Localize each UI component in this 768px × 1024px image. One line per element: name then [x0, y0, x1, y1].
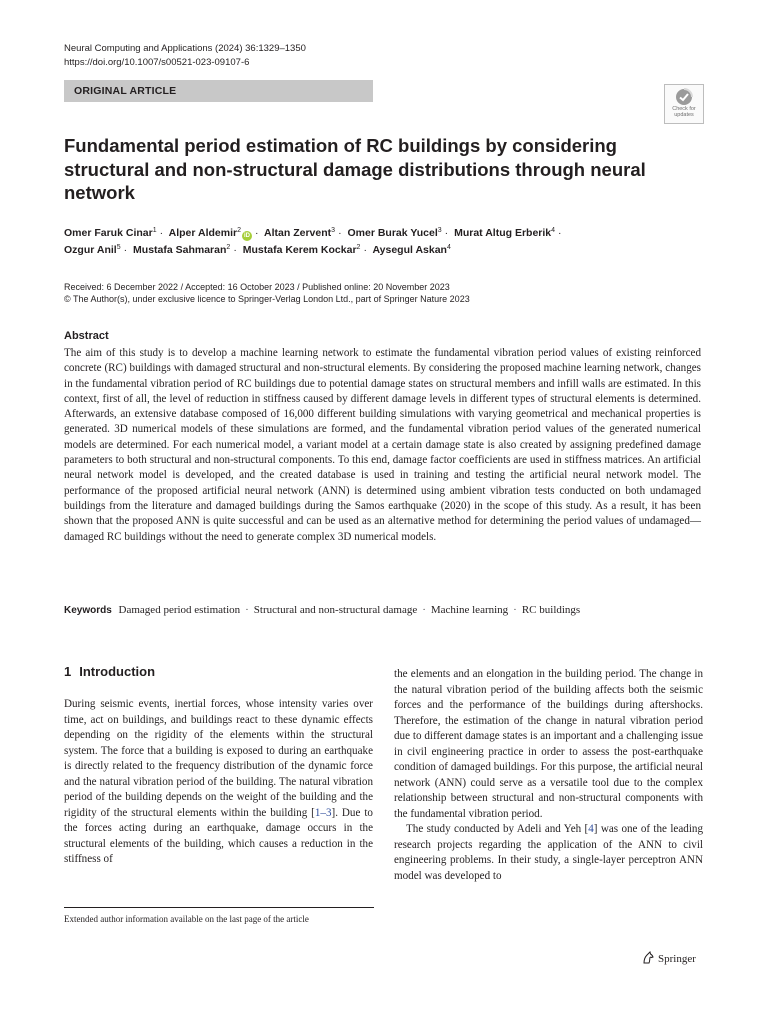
keyword: RC buildings: [521, 604, 581, 616]
author-name[interactable]: Murat Altug Erberik$^4$: [454, 227, 556, 239]
author-name[interactable]: Altan Zervent$^3$: [264, 227, 336, 239]
abstract-text: The aim of this study is to develop a machine learning network to estimate the fundamental vibration period values of existing reinforced concrete (RC) buildings with damaged structural and non-structural elements. By considering the proposed machine learning network, changes in the fundamental vibration period of RC buildings due to potential damage states on structural members and infill walls are estimated. In this context, first of all, the level of reduction in stiffness caused by different damage levels in different types of structural elements is determined. Afterwards, an extensive database composed of 16,000 different building simulations with varying geometrical and mechanical properties is generated. 3D numerical models of these simulations are formed, and the fundamental vibration period values of the generated numerical models are determined. For each numerical model, a variant model at a certain damage state is also created by assigning predefined damage parameters to both structural and non-structural components. To this end, damage factor coefficients are used in stiffness matrices. An artificial neural network model is developed, and the created database is used in training and testing the artificial neural network model. The performance of the proposed artificial neural network (ANN) is determined using ambient vibration tests conducted on both undamaged buildings from the literature and damaged buildings during the Samos earthquake (2020) in the scope of this study. As a result, it has been shown that the proposed ANN is quite successful and can be used as an alternative method for determining the period values of undamaged—damaged RC buildings without the need to generate complex 3D numerical models.: [64, 347, 701, 543]
badge-line2: updates: [674, 112, 694, 118]
section-number: 1: [64, 664, 72, 679]
author-name[interactable]: Mustafa Sahmaran$^2$: [133, 244, 231, 256]
author-separator: ·: [255, 227, 259, 239]
keyword: Machine learning: [430, 604, 509, 616]
footnote: Extended author information available on the last page of the article: [64, 914, 309, 924]
author-name[interactable]: Mustafa Kerem Kockar$^2$: [242, 244, 361, 256]
left-column: [64, 697, 373, 868]
author-name[interactable]: Ozgur Anil$^5$: [64, 244, 121, 256]
author-separator: ·: [363, 244, 367, 256]
publisher-name: Springer: [658, 953, 696, 965]
orcid-icon[interactable]: iD: [244, 233, 251, 239]
author-separator: ·: [444, 227, 449, 239]
keyword: Damaged period estimation: [118, 604, 241, 616]
author-separator: ·: [338, 227, 342, 239]
section-title: Introduction: [79, 664, 156, 679]
citation-link[interactable]: 4: [588, 823, 594, 835]
journal-citation: Neural Computing and Applications (2024) 36:1329–1350: [64, 43, 306, 54]
keywords-label: Keywords: [64, 605, 112, 616]
keywords-line: [64, 603, 704, 618]
keyword-separator: ·: [422, 604, 426, 616]
springer-horse-icon: [641, 951, 655, 965]
check-for-updates-badge[interactable]: [664, 84, 704, 124]
copyright-line: © The Author(s), under exclusive licence to Springer-Verlag London Ltd., part of Springer Nature 2023: [64, 294, 470, 304]
right-column: [394, 667, 703, 884]
author-name[interactable]: Omer Burak Yucel$^3$: [347, 227, 442, 239]
author-separator: ·: [159, 227, 164, 239]
doi-link[interactable]: https://doi.org/10.1007/s00521-023-09107-6: [64, 57, 250, 68]
publication-info: [64, 281, 470, 305]
intro-paragraph: The study conducted by Adeli and Yeh [4] was one of the leading research projects regarding the application of the ANN to civil engineering problems. In their study, a single-layer perceptron ANN model was developed to: [394, 823, 703, 882]
author-name[interactable]: Omer Faruk Cinar$^1$: [64, 227, 157, 239]
author-separator: ·: [123, 244, 128, 256]
abstract-heading: Abstract: [64, 330, 109, 342]
author-list: [64, 225, 704, 259]
check-for-updates-icon: [675, 88, 693, 106]
badge-line1: Check for: [672, 106, 696, 112]
keyword-separator: ·: [513, 604, 517, 616]
publication-dates: Received: 6 December 2022 / Accepted: 16 October 2023 / Published online: 20 November 2023: [64, 282, 450, 292]
footnote-rule: [64, 907, 374, 908]
author-separator: ·: [558, 227, 562, 239]
author-name[interactable]: Aysegul Askan$^4$: [372, 244, 451, 256]
article-title: Fundamental period estimation of RC buildings by considering structural and non-structural damage distributions through neural network: [64, 135, 646, 203]
intro-paragraph: During seismic events, inertial forces, whose intensity varies over time, act on buildings, and buildings react to these dynamic effects depending on the rigidity of the elements within the structural system. The force that a building is exposed to during an earthquake is directly related to the frequency distribution of the dynamic force and the natural vibration period of the building. The natural vibration period of the building depends on the weight of the building and the rigidity of the structural elements within the building [1–3]. Due to the forces acting during an earthquake, damage occurs in the structural elements of the building, which causes a reduction in the stiffness of: [64, 698, 373, 865]
citation-link[interactable]: 1–3: [314, 806, 332, 819]
keyword: Structural and non-structural damage: [253, 604, 418, 616]
publisher-logo: [641, 951, 696, 965]
author-name[interactable]: Alper Aldemir$^2$iD: [168, 227, 251, 239]
article-type-banner: ORIGINAL ARTICLE: [64, 80, 373, 102]
journal-header: [64, 42, 306, 70]
intro-paragraph: the elements and an elongation in the building period. The change in the natural vibration period of the building affects both the seismic forces and the performance of the buildings during aftershocks. Therefore, the estimation of the change in natural vibration period due to different damage states is an important and a challenging issue in civil engineering practice in order to assess the post-earthquake condition of damaged buildings. For this purpose, the artificial neural network (ANN) could serve as a versatile tool due to the complex relationship between structural and non-structural components with the fundamental vibration period.: [394, 668, 703, 820]
keyword-separator: ·: [245, 604, 249, 616]
section-heading: [64, 664, 155, 679]
author-separator: ·: [233, 244, 237, 256]
